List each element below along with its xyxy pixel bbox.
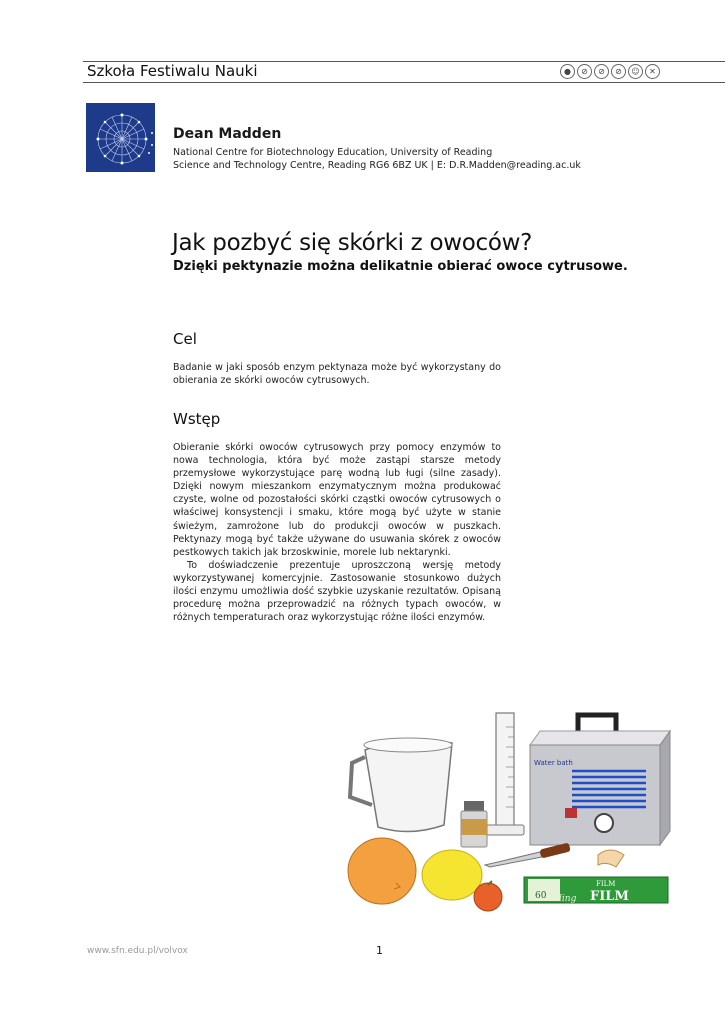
lemon-icon [422, 850, 482, 900]
institution-logo [86, 103, 155, 172]
no-hand-icon: ⊘ [577, 64, 592, 79]
cling-film-box-icon [524, 877, 668, 904]
wstep-paragraph-1: Obieranie skórki owoców cytrusowych przy pomocy enzymów to nowa technologia, która być może zastąpi starsze metody przemysłowe wykorzystujące parę wodną lub ługi (silne zasady). Dzięki nowym mieszankom enzymatycznym można produkować czyste, wolne od pozostałości skórki cząstki owoców cytrusowych o właściwej konsystencji i smaku, które mogą być użyte w stanie świeżym, zamrożone lub do produkcji owoców w puszkach. Pektynazy mogą być także używane do usuwania skórek z owoców pestkowych takich jak brzoskwinie, morele lub nektarynki. [173, 442, 501, 558]
measuring-jug-icon [350, 738, 452, 832]
film-number: 60 [535, 891, 547, 901]
water-bath-label: Water bath [534, 759, 573, 767]
header-bottom-rule [83, 82, 725, 83]
section-text-cel [173, 361, 501, 387]
author-affiliation: National Centre for Biotechnology Education, University of Reading [173, 147, 493, 158]
wstep-paragraph-2: To doświadczenie prezentuje uproszczoną wersję metody wykorzystywanej komercyjnie. Zastosowanie stosunkowo dużych ilości enzymu umożliwia dość szybkie uzyskanie rezultatów. Opisaną procedurę można przeprowadzić na różnych typach owoców, w różnych temperaturach oraz wykorzystując różne ilości enzymów. [173, 559, 501, 624]
orange-icon [348, 838, 416, 904]
enzyme-bottle-icon [461, 801, 487, 847]
footer-url[interactable]: www.sfn.edu.pl/volvox [87, 946, 188, 956]
safety-icons [560, 64, 660, 79]
page-number: 1 [376, 944, 383, 957]
section-text-wstep [173, 441, 501, 624]
author-name: Dean Madden [173, 126, 282, 142]
header-title: Szkoła Festiwalu Nauki [87, 62, 258, 80]
smiley-icon: ☺ [628, 64, 643, 79]
no-eating-icon: ⊘ [594, 64, 609, 79]
knife-icon [485, 842, 571, 867]
author-contact: Science and Technology Centre, Reading RG6 6BZ UK | E: D.R.Madden@reading.ac.uk [173, 160, 581, 171]
article-title: Jak pozbyć się skórki z owoców? [172, 230, 533, 256]
water-bath-icon [530, 715, 670, 845]
measuring-cylinder-icon [486, 713, 524, 835]
film-brand-top: FILM [596, 880, 616, 888]
article-subtitle: Dzięki pektynazie można delikatnie obierać owoce cytrusowe. [173, 259, 628, 274]
film-cling-text: cling [554, 894, 577, 904]
film-brand-main: FILM [590, 889, 629, 904]
cel-paragraph: Badanie w jaki sposób enzym pektynaza może być wykorzystany do obierania ze skórki owoców cytrusowych. [173, 362, 501, 387]
cancel-icon: ✕ [645, 64, 660, 79]
person-icon: ● [560, 64, 575, 79]
section-heading-wstep: Wstęp [173, 410, 221, 428]
equipment-illustration [340, 705, 680, 915]
section-heading-cel: Cel [173, 330, 197, 348]
peel-icon [598, 850, 624, 867]
no-drinking-icon: ⊘ [611, 64, 626, 79]
